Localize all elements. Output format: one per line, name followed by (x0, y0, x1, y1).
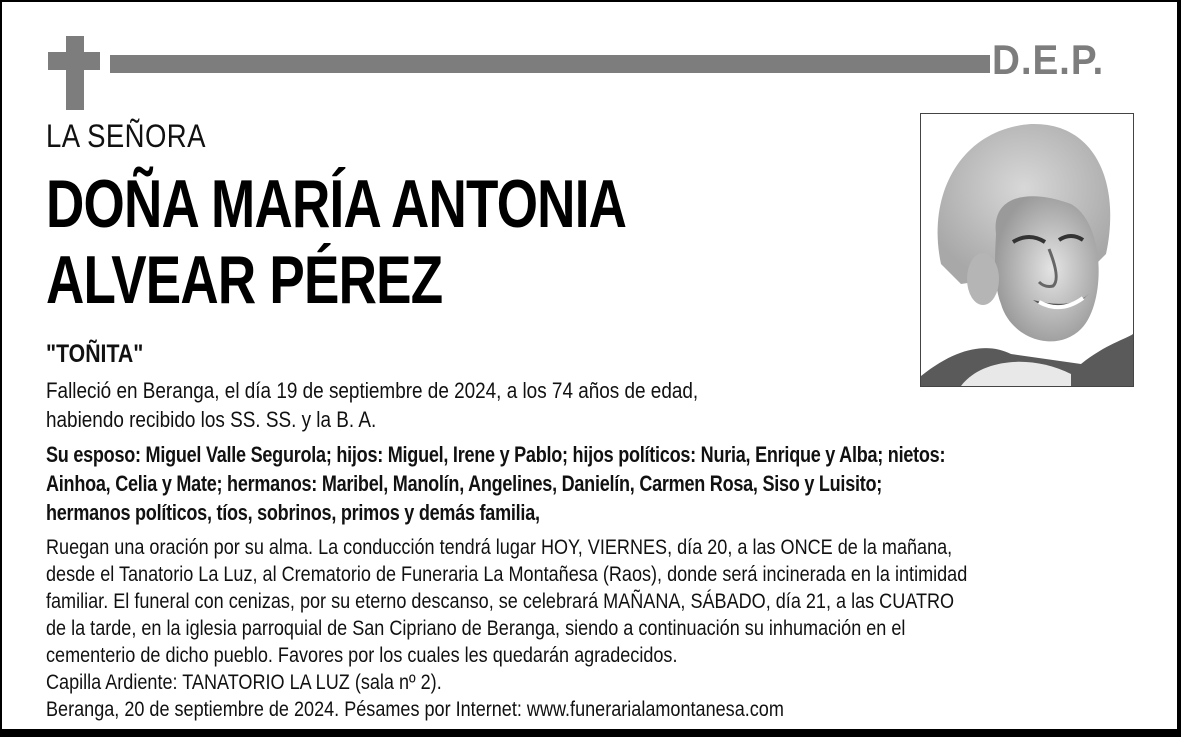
death-line: Falleció en Beranga, el día 19 de septiembre de 2024, a los 74 años de edad, (46, 378, 699, 403)
honorific: LA SEÑORA (46, 118, 206, 154)
cross-icon-arm (48, 52, 100, 70)
family-line: hermanos políticos, tíos, sobrinos, primos y demás familia, (46, 500, 540, 525)
condolences-line: Beranga, 20 de septiembre de 2024. Pésames por Internet: www.funerarialamontanesa.com (46, 698, 784, 721)
name-line-1: DOÑA MARÍA ANTONIA (46, 166, 627, 242)
service-line: desde el Tanatorio La Luz, al Crematorio de Funeraria La Montañesa (Raos), donde será incinerada en la intimidad (46, 563, 968, 586)
portrait-photo (920, 113, 1134, 387)
death-line: habiendo recibido los SS. SS. y la B. A. (46, 407, 377, 432)
deceased-name (46, 166, 626, 318)
death-details (46, 376, 906, 434)
service-line: cementerio de dicho pueblo. Favores por los cuales les quedarán agradecidos. (46, 644, 678, 667)
obituary-notice (2, 2, 1177, 729)
dep-label: D.E.P. (992, 36, 1105, 83)
chapel-line: Capilla Ardiente: TANATORIO LA LUZ (sala nº 2). (46, 671, 442, 694)
name-line-2: ALVEAR PÉREZ (46, 242, 443, 318)
family-line: Su esposo: Miguel Valle Segurola; hijos: Miguel, Irene y Pablo; hijos políticos: Nuria, Enrique y Alba; nietos: (46, 442, 946, 467)
cross-icon (66, 36, 84, 110)
family-line: Ainhoa, Celia y Mate; hermanos: Maribel, Manolín, Angelines, Danielín, Carmen Rosa, Siso y Luisito; (46, 471, 883, 496)
header-rule (110, 55, 990, 73)
nickname: "TOÑITA" (46, 340, 144, 368)
service-line: de la tarde, en la iglesia parroquial de San Cipriano de Beranga, siendo a continuación su inhumación en el (46, 617, 906, 640)
portrait-image (921, 114, 1133, 386)
family-list (46, 440, 1112, 527)
service-details (46, 534, 1164, 723)
service-line: familiar. El funeral con cenizas, por su eterno descanso, se celebrará MAÑANA, SÁBADO, día 21, a las CUATRO (46, 590, 955, 613)
service-line: Ruegan una oración por su alma. La conducción tendrá lugar HOY, VIERNES, día 20, a las ONCE de la mañana, (46, 536, 953, 559)
